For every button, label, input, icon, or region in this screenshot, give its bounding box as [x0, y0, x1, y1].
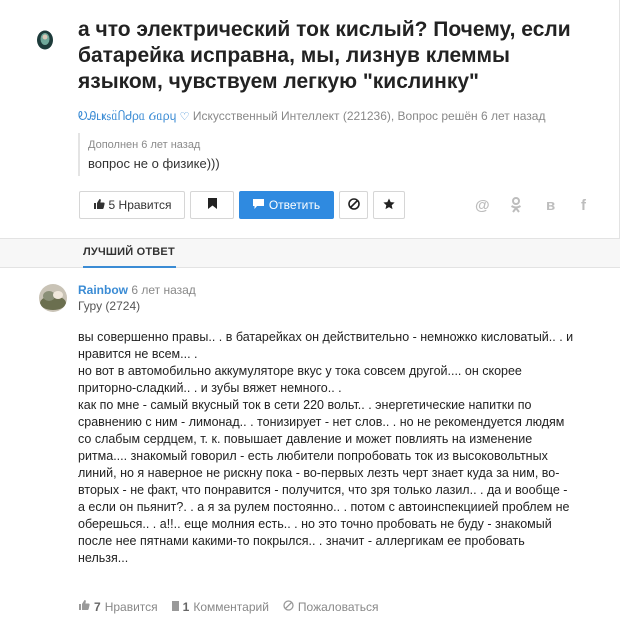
share-email-icon[interactable]: @	[475, 197, 490, 214]
question-title: а что электрический ток кислый? Почему, если батарейка исправна, мы, лизнув клеммы языком, чувствуем легкую "кислинку"	[78, 18, 571, 93]
answer-report-button[interactable]	[283, 600, 379, 614]
question-meta	[78, 109, 545, 124]
addendum-text: вопрос не о физике)))	[88, 156, 220, 171]
heart-icon: ♡	[179, 111, 190, 123]
answer-header	[78, 283, 196, 297]
answer-avatar[interactable]	[39, 284, 67, 312]
question-addendum	[78, 133, 220, 176]
thumb-up-icon	[78, 599, 90, 614]
addendum-label: Дополнен 6 лет назад	[88, 139, 201, 151]
answer-comments-count: 1	[182, 599, 190, 614]
block-icon	[283, 600, 294, 614]
answer-line: оберешься.. . а!!.. еще молния есть.. . но это точно пробовать не буду - знакомый	[78, 517, 552, 531]
answer-line: а если он пьянит?. . а я за рулем постоянно.. . потом с автоинспекциией проблем не	[78, 500, 570, 514]
answer-line: вы совершенно правы.. . в батарейках он действительно - немножко кисловатый.. . и	[78, 330, 574, 344]
question-block	[0, 0, 620, 238]
share-ok-icon[interactable]	[510, 197, 522, 217]
like-button[interactable]	[79, 191, 185, 219]
question-author-link[interactable]: ᎧᎯʟҝ᥉ᥲ̈ႶᏧρᥲ Ᏽᥲρɥ	[78, 109, 177, 123]
answer-button-label: Ответить	[268, 198, 321, 212]
block-button[interactable]	[339, 191, 368, 219]
answer-line: сравнению с ним - лимонад.. . тонизирует - нет слов.. . но не рекомендуется людям	[78, 415, 565, 429]
star-button[interactable]	[373, 191, 405, 219]
answer-actions	[78, 599, 393, 614]
answer-line: нельзя...	[78, 551, 129, 565]
answer-line: линий, но я наверное не рискну пока - во-первых лезть черт знает куда за ним, во-	[78, 466, 560, 480]
comment-icon	[253, 198, 264, 212]
answer-like-button[interactable]	[78, 599, 158, 614]
question-category[interactable]: Искусственный Интеллект (221236), Вопрос решён 6 лет назад	[192, 109, 546, 123]
bookmark-icon	[208, 198, 217, 212]
question-avatar[interactable]	[36, 30, 54, 50]
thumb-up-icon	[93, 198, 105, 213]
answer-line: ритма.... знакомый говорил - есть любители попробовать ток из высоковольтных	[78, 449, 548, 463]
answer-comments-link[interactable]	[172, 600, 269, 614]
answer-like-count: 7	[94, 599, 101, 614]
answer-author-rank: Гуру (2724)	[78, 299, 141, 313]
answer-button[interactable]	[239, 191, 334, 219]
answer-line: со слабым сердцем, т. к. повышает давление и может повлиять на изменение	[78, 432, 533, 446]
like-button-label: 5 Нравится	[108, 198, 172, 212]
tab-best-answer[interactable]: ЛУЧШИЙ ОТВЕТ	[83, 246, 175, 258]
block-icon	[348, 198, 360, 213]
answer-line: как по мне - самый вкусный ток в сети 220 вольт.. . энергетические напитки по	[78, 398, 532, 412]
bookmark-button[interactable]	[190, 191, 234, 219]
share-vk-icon[interactable]: в	[546, 197, 556, 214]
answer-line: приторно-сладкий.. . и зубы вяжет немного.. .	[78, 381, 342, 395]
answers-tabs	[0, 238, 620, 268]
answer-comments-label: Комментарий	[193, 599, 269, 614]
answer-report-label: Пожаловаться	[297, 599, 379, 614]
answer-line: вторых - не факт, что понравится - получится, что зря только лазил.. . да и вообще -	[78, 483, 568, 497]
star-icon	[383, 198, 395, 213]
answer-like-label: Нравится	[104, 599, 158, 614]
answer-line: но вот в автомобильно аккумуляторе вкус у тока совсем другой.... он скорее	[78, 364, 522, 378]
answer-time: 6 лет назад	[131, 283, 196, 297]
answer-author-link[interactable]: Rainbow	[78, 283, 128, 297]
answer-text	[78, 329, 603, 567]
best-answer-block	[0, 268, 620, 637]
answer-line: после нее пятнами какими-то покрылся.. . значит - аллергикам ее пробовать	[78, 534, 525, 548]
comment-icon	[172, 600, 179, 614]
share-facebook-icon[interactable]: f	[581, 197, 586, 214]
answer-line: нравится не всем... .	[78, 347, 198, 361]
